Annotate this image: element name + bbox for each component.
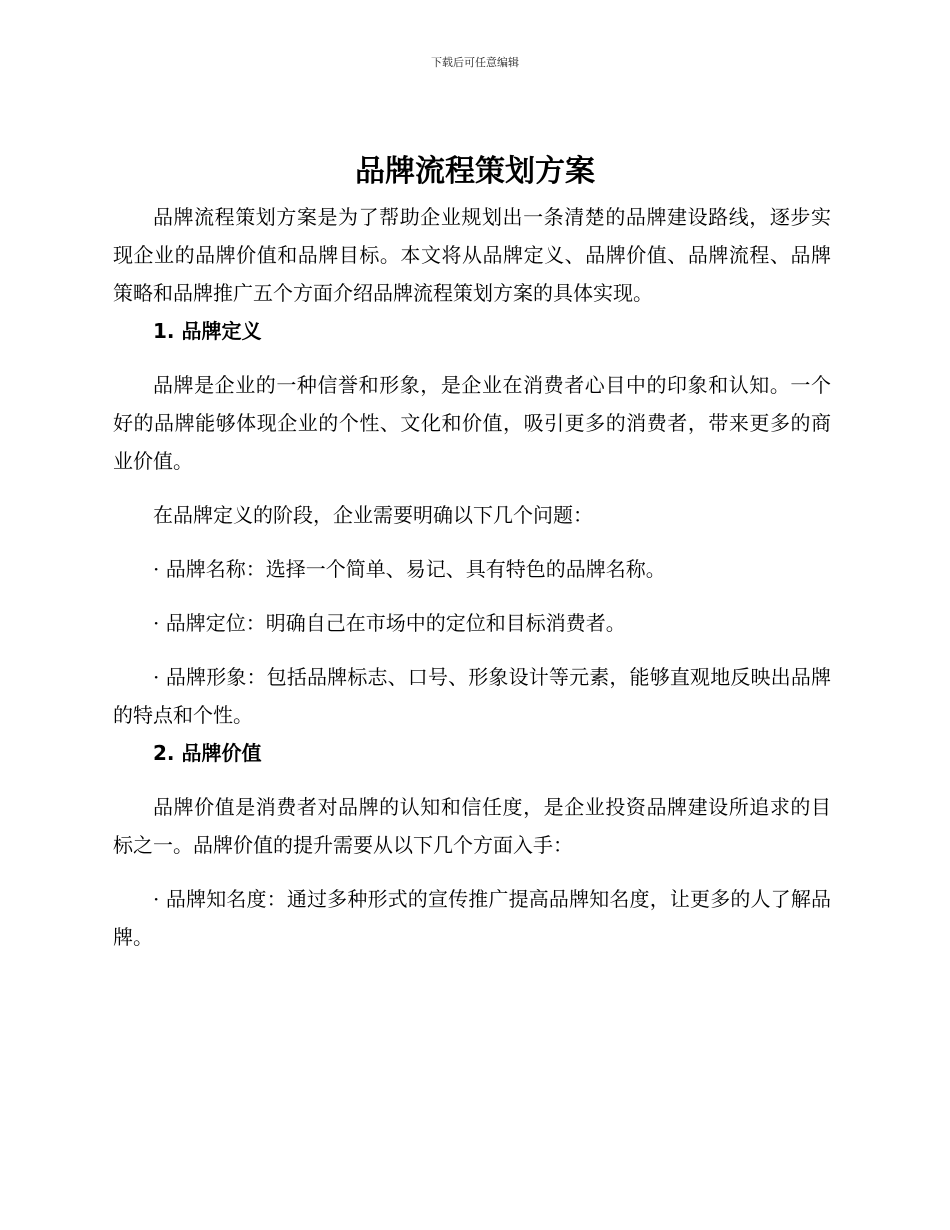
intro-paragraph: 品牌流程策划方案是为了帮助企业规划出一条清楚的品牌建设路线，逐步实现企业的品牌价值和品牌目标。本文将从品牌定义、品牌价值、品牌流程、品牌策略和品牌推广五个方面介绍品牌流程策划方案的具体实现。 <box>113 205 831 305</box>
header-note: 下载后可任意编辑 <box>431 56 519 69</box>
bullet-brand-image: · 品牌形象：包括品牌标志、口号、形象设计等元素，能够直观地反映出品牌的特点和个性。 <box>113 665 831 727</box>
document-body <box>113 198 831 956</box>
section-heading-brand-definition: 1. 品牌定义 <box>153 319 262 343</box>
paragraph-brand-value: 品牌价值是消费者对品牌的认知和信任度，是企业投资品牌建设所追求的目标之一。品牌价值的提升需要从以下几个方面入手： <box>113 795 831 857</box>
paragraph-definition-questions: 在品牌定义的阶段，企业需要明确以下几个问题： <box>153 503 593 527</box>
bullet-brand-positioning: · 品牌定位：明确自己在市场中的定位和目标消费者。 <box>153 611 626 635</box>
document-title: 品牌流程策划方案 <box>355 154 595 189</box>
bullet-brand-name: · 品牌名称：选择一个简单、易记、具有特色的品牌名称。 <box>153 557 666 581</box>
bullet-brand-awareness: · 品牌知名度：通过多种形式的宣传推广提高品牌知名度，让更多的人了解品牌。 <box>113 887 831 949</box>
paragraph-brand-definition: 品牌是企业的一种信誉和形象，是企业在消费者心目中的印象和认知。一个好的品牌能够体现企业的个性、文化和价值，吸引更多的消费者，带来更多的商业价值。 <box>113 373 831 473</box>
section-heading-brand-value: 2. 品牌价值 <box>153 741 262 765</box>
